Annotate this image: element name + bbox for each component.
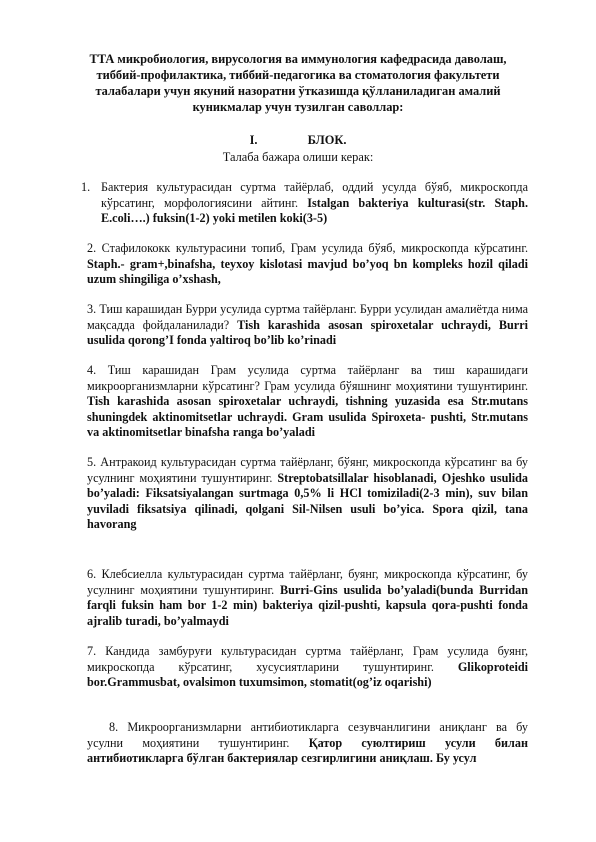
block-subtitle: Талаба бажара олиши керак: (222, 150, 374, 164)
question-text: Кандида замбуруғи культурасидан суртма тайёрланг, Грам усулида буянг, микроскопда кўрсатинг, хусусиятларини тушунтиринг. (87, 644, 528, 674)
question-number: 7. (87, 644, 97, 658)
answer-text: Staph.- gram+,binafsha, teyxoy kislotasi mavjud bo’yoq bn kompleks hozil qiladi uzum shingiliga o’xshash, (87, 256, 528, 287)
question-item (87, 363, 528, 441)
answer-text: Glikoproteidi bor.Grammusbat, ovalsimon tuxumsimon, stomatit(og’iz oqarishi) (87, 659, 529, 690)
block-heading (72, 132, 524, 148)
question-number: 3. (87, 302, 97, 316)
question-item (87, 455, 528, 533)
question-item (87, 241, 528, 288)
question-number: 8. (109, 720, 119, 734)
question-text: Тиш карашидан Грам усулида суртма тайёрланг ва тиш карашидаги микроорганизмларни кўрсатинг? Грам усулида бўяшнинг моҳиятини тушунтиринг. (87, 363, 528, 393)
document-title: ТТА микробиология, вирусология ва иммунология кафедрасида даволаш, тиббий-профилактика, тиббий-педагогика ва стоматология факультети талабалари учун якуний назоратни ўтказишда қўлланиладиган амалий куникмалар учун тузилган саволлар: (89, 52, 507, 114)
answer-text: Burri-Gins usulida bo’yaladi(bunda Burridan farqli fuksin ham bor 1-2 min) bakteriya qizil-pushti, kapsula qora-pushti fonda ajralib turadi, bo’yalmaydi (87, 582, 528, 628)
question-number: 2. (87, 241, 97, 255)
question-number: 4. (87, 363, 97, 377)
question-text: Тиш карашидан Бурри усулида суртма тайёрланг. Бурри усулидан амалиётда нима мақсадда фойдаланилади? (87, 302, 528, 332)
answer-text: Tish karashida asosan spiroxetalar uchraydi, Burri usulida qorong’I fonda yaltiroq bo’lib ko’rinadi (87, 317, 528, 348)
answer-text: Streptobatsillalar hisoblanadi, Ojeshko usulida bo’yaladi: Fiksatsiyalangan surtmaga 0,5% li HCl tomiziladi(2-3 min), suv bilan yuviladi fiksatsiya qilinadi, qolgani Sil-Nilsen usuli bo’yica. Spora qizil, tana havorang (87, 470, 528, 532)
block-label: БЛОК. (307, 133, 347, 147)
question-text: Микроорганизмларни антибиотикларга сезувчанлигини аниқланг ва бу усулни моҳиятини тушунтиринг. (87, 720, 528, 750)
question-text: Бактерия культурасидан суртма тайёрлаб, оддий усулда бўяб, микроскопда кўрсатинг, морфологиясини айтинг. (101, 180, 528, 210)
question-number: 1. (81, 180, 91, 194)
question-text: Стафилококк культурасини топиб, Грам усулида бўяб, микроскопда кўрсатинг. (101, 241, 528, 255)
question-item (87, 644, 528, 691)
question-item (81, 180, 529, 227)
question-item (87, 302, 528, 349)
question-text: Антракоид культурасидан суртма тайёрланг, бўянг, микроскопда кўрсатинг ва бу усулнинг моҳиятини тушунтиринг. (87, 455, 528, 485)
answer-text: Қатор суюлтириш усули билан антибиотикларга бўлган бактериялар сезгирлигини аниқлаш. Бу усул (87, 735, 528, 766)
question-text: Клебсиелла культурасидан суртма тайёрланг, буянг, микроскопда кўрсатинг, бу усулнинг моҳиятини тушунтиринг. (87, 567, 529, 597)
question-item (87, 567, 528, 629)
answer-text: Tish karashida asosan spiroxetalar uchraydi, tishning yuzasida esa Str.mutans shuningdek aktinomitsetlar uchraydi. Gram usulida Spiroxeta- pushti, Str.mutans va aktinomitsetlar binafsha ranga bo’yaladi (87, 394, 528, 440)
block-number: I. (249, 133, 258, 147)
question-item (87, 720, 528, 767)
answer-text: Istalgan bakteriya kulturasi(str. Staph. E.coli….) fuksin(1-2) yoki metilen koki(3-5) (101, 195, 529, 226)
question-number: 6. (87, 567, 97, 581)
question-number: 5. (87, 455, 97, 469)
